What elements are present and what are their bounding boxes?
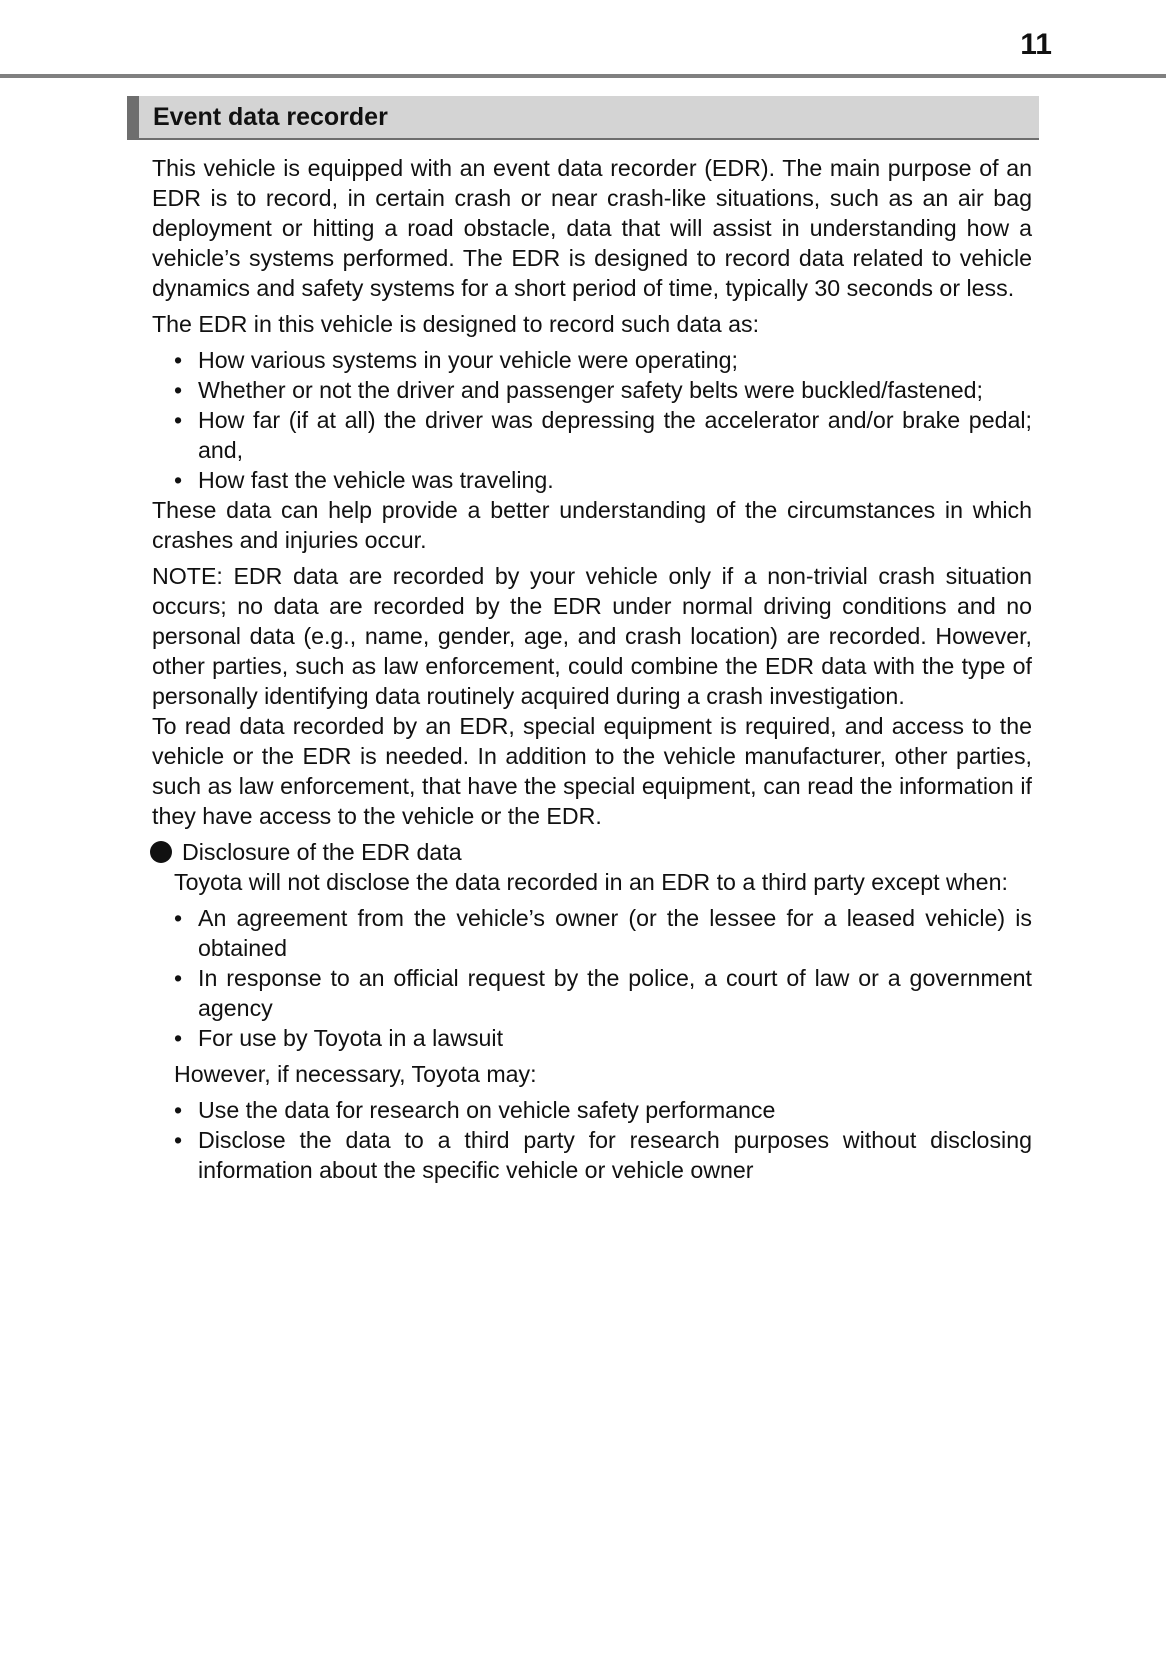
disclosure-heading-text: Disclosure of the EDR data — [182, 839, 462, 865]
record-data-intro: The EDR in this vehicle is designed to record such data as: — [152, 311, 760, 337]
list-item: • How far (if at all) the driver was depressing the accelerator and/or brake pedal; and, — [174, 407, 1032, 463]
body-content — [152, 153, 1032, 1185]
bullet-icon: • — [174, 377, 183, 403]
header-rule — [0, 74, 1166, 78]
bullet-icon: • — [174, 1025, 183, 1051]
list-item: • How various systems in your vehicle were operating; — [174, 347, 738, 373]
bullet-icon: • — [174, 1127, 183, 1153]
list-item: • Whether or not the driver and passenger safety belts were buckled/fastened; — [174, 377, 983, 403]
list-item: • For use by Toyota in a lawsuit — [174, 1025, 504, 1051]
disclosure-exceptions-list — [152, 903, 1032, 1053]
bullet-icon: • — [174, 1097, 183, 1123]
disclosure-heading — [152, 837, 1032, 867]
recorded-data-list — [152, 345, 1032, 495]
toyota-may-paragraph: However, if necessary, Toyota may: — [174, 1061, 537, 1087]
bullet-icon: • — [174, 965, 183, 991]
list-item: • Use the data for research on vehicle safety performance — [174, 1097, 776, 1123]
list-item: • Disclose the data to a third party for research purposes without disclosing information about the specific vehicle or vehicle owner — [174, 1127, 1032, 1183]
bullet-icon: • — [174, 467, 183, 493]
read-data-paragraph: To read data recorded by an EDR, special equipment is required, and access to the vehicle or the EDR is needed. In addition to the vehicle manufacturer, other parties, such as law enforcement, that have the special equipment, can read the information if they have access to the vehicle or the EDR. — [152, 713, 1032, 829]
bullet-icon: • — [174, 347, 183, 373]
toyota-uses-list — [152, 1095, 1032, 1185]
filled-circle-icon — [150, 841, 172, 863]
bullet-icon: • — [174, 407, 183, 433]
list-item: • An agreement from the vehicle’s owner (or the lessee for a leased vehicle) is obtained — [174, 905, 1032, 961]
list-item: • In response to an official request by the police, a court of law or a government agency — [174, 965, 1032, 1021]
understanding-paragraph: These data can help provide a better understanding of the circumstances in which crashes and injuries occur. — [152, 497, 1032, 553]
bullet-icon: • — [174, 905, 183, 931]
section-header — [127, 96, 1039, 140]
page-number: 11 — [1020, 28, 1052, 61]
section-title: Event data recorder — [153, 103, 388, 131]
note-paragraph: NOTE: EDR data are recorded by your vehicle only if a non-trivial crash situation occurs; no data are recorded by the EDR under normal driving conditions and no personal data (e.g., name, gender, age, and crash location) are recorded. However, other parties, such as law enforcement, could combine the EDR data with the type of personally identifying data routinely acquired during a crash investigation. — [152, 563, 1032, 709]
disclosure-section — [174, 867, 1032, 1185]
intro-paragraph: This vehicle is equipped with an event data recorder (EDR). The main purpose of an EDR is to record, in certain crash or near crash-like situations, such as an air bag deployment or hitting a road obstacle, data that will assist in understanding how a vehicle’s systems performed. The EDR is designed to record data related to vehicle dynamics and safety systems for a short period of time, typically 30 seconds or less. — [152, 155, 1032, 301]
disclosure-paragraph: Toyota will not disclose the data recorded in an EDR to a third party except when: — [174, 869, 1008, 895]
list-item: • How fast the vehicle was traveling. — [174, 467, 554, 493]
